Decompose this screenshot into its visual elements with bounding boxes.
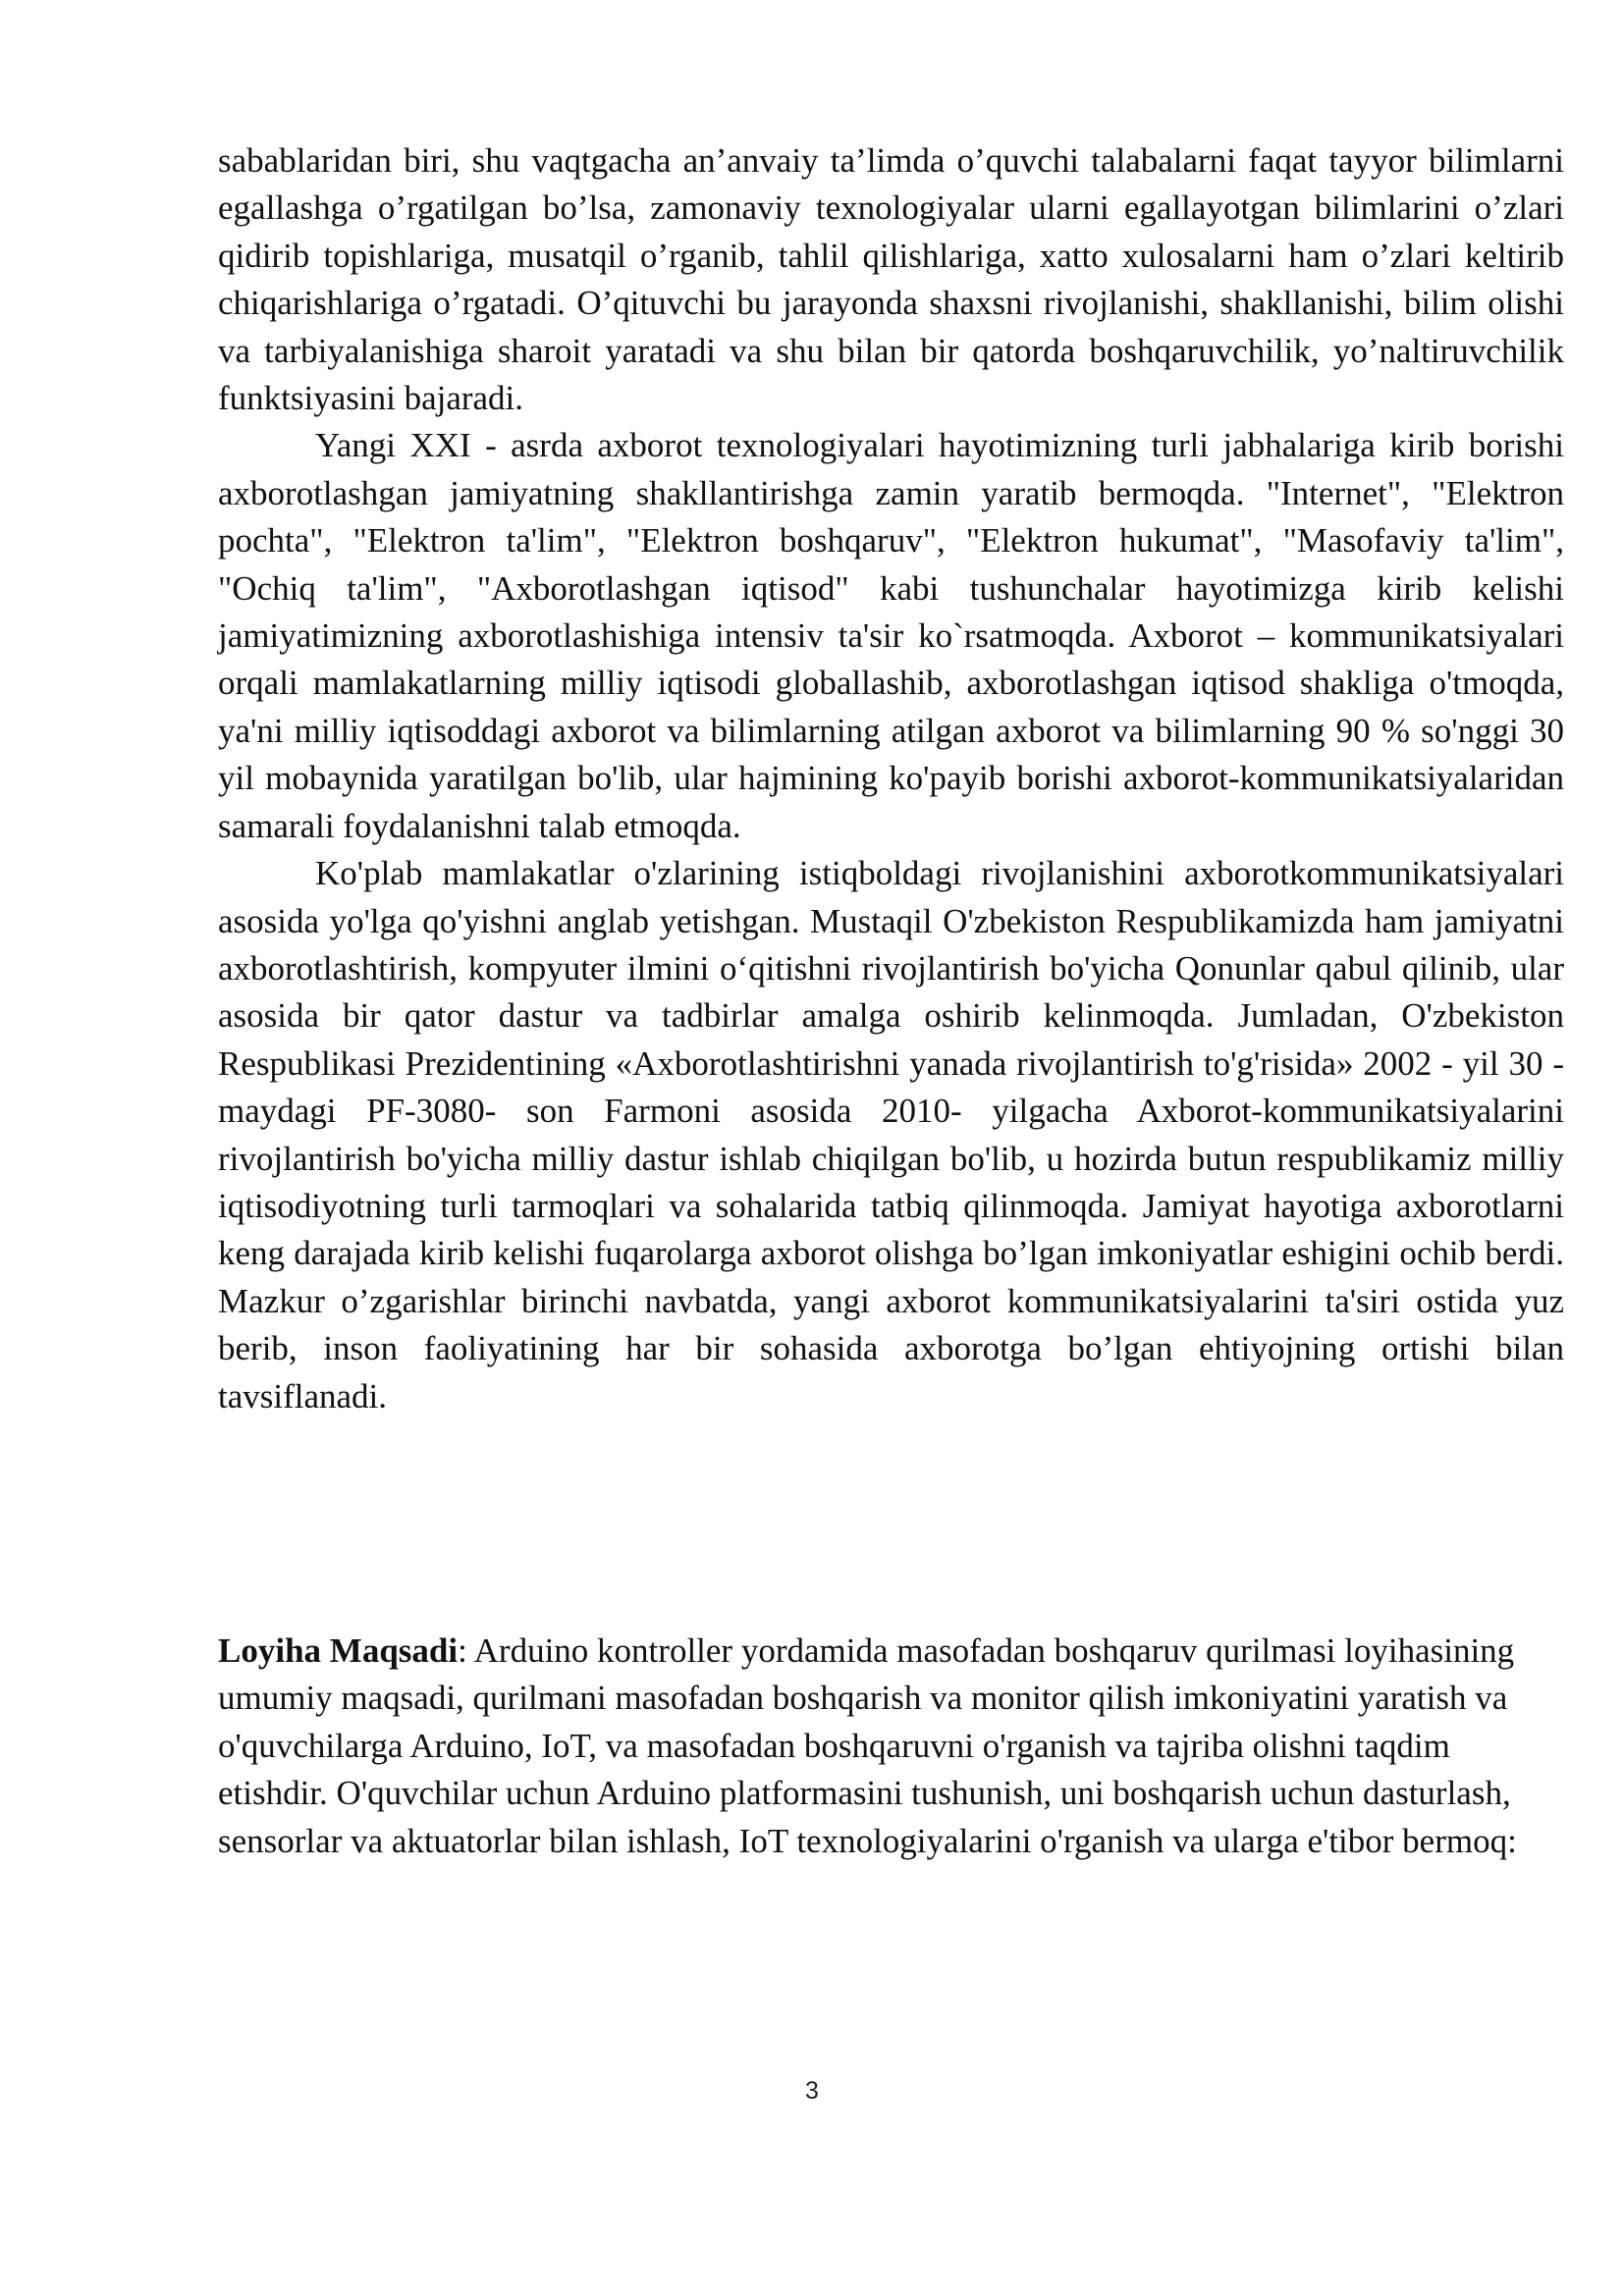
project-goal-label: Loyiha Maqsadi [218,1631,459,1670]
paragraph-1: sabablaridan biri, shu vaqtgacha an’anvaiy ta’limda o’quvchi talabalarni faqat tayyor bilimlarni egallashga o’rgatilgan bo’lsa, zamonaviy texnologiyalar ularni egallayotgan bilimlarini o’zlari qidirib topishlariga, musatqil o’rganib, tahlil qilishlariga, xatto xulosalarni ham o’zlari keltirib chiqarishlariga o’rgatadi. O’qituvchi bu jarayonda shaxsni rivojlanishi, shakllanishi, bilim olishi va tarbiyalanishiga sharoit yaratadi va shu bilan bir qatorda boshqaruvchilik, yo’naltiruvchilik funktsiyasini bajaradi. [218,141,1564,418]
body-text [218,137,1564,1420]
project-goal-separator: : [458,1631,474,1670]
project-goal-text: Arduino kontroller yordamida masofadan boshqaruv qurilmasi loyihasining umumiy maqsadi, qurilmani masofadan boshqarish va monitor qilish imkoniyatini yaratish va o'quvchilarga Arduino, IoT, va masofadan boshqaruvni o'rganish va tajriba olishni taqdim etishdir. O'quvchilar uchun Arduino platformasini tushunish, uni boshqarish uchun dasturlash, sensorlar va aktuatorlar bilan ishlash, IoT texnologiyalarini o'rganish va ularga e'tibor bermoq: [218,1631,1517,1860]
page-number: 3 [805,2077,819,2105]
paragraph-3: Ko'plab mamlakatlar o'zlarining istiqboldagi rivojlanishini axborotkommunikatsiyalari asosida yo'lga qo'yishni anglab yetishgan. Mustaqil O'zbekiston Respublikamizda ham jamiyatni axborotlashtirish, kompyuter ilmini o‘qitishni rivojlantirish bo'yicha Qonunlar qabul qilinib, ular asosida bir qator dastur va tadbirlar amalga oshirib kelinmoqda. Jumladan, O'zbekiston Respublikasi Prezidentining «Axborotlashtirishni yanada rivojlantirish to'g'risida» 2002 - yil 30 - maydagi PF-3080- son Farmoni asosida 2010- yilgacha Axborot-kommunikatsiyalarini rivojlantirish bo'yicha milliy dastur ishlab chiqilgan bo'lib, u hozirda butun respublikamiz milliy iqtisodiyotning turli tarmoqlari va sohalarida tatbiq qilinmoqda. Jamiyat hayotiga axborotlarni keng darajada kirib kelishi fuqarolarga axborot olishga bo’lgan imkoniyatlar eshigini ochib berdi. Mazkur o’zgarishlar birinchi navbatda, yangi axborot kommunikatsiyalarini ta'siri ostida yuz berib, inson faoliyatining har bir sohasida axborotga bo’lgan ehtiyojning ortishi bilan tavsiflanadi. [218,854,1564,1415]
project-goal-paragraph [218,1628,1564,1865]
paragraph-2: Yangi XXI - asrda axborot texnologiyalari hayotimizning turli jabhalariga kirib borishi axborotlashgan jamiyatning shakllantirishga zamin yaratib bermoqda. "Internet", "Elektron pochta", "Elektron ta'lim", "Elektron boshqaruv", "Elektron hukumat", "Masofaviy ta'lim", "Ochiq ta'lim", "Axborotlashgan iqtisod" kabi tushunchalar hayotimizga kirib kelishi jamiyatimizning axborotlashishiga intensiv ta'sir ko`rsatmoqda. Axborot – kommunikatsiyalari orqali mamlakatlarning milliy iqtisodi globallashib, axborotlashgan iqtisod shakliga o'tmoqda, ya'ni milliy iqtisoddagi axborot va bilimlarning atilgan axborot va bilimlarning 90 % so'nggi 30 yil mobaynida yaratilgan bo'lib, ular hajmining ko'payib borishi axborot-kommunikatsiyalaridan samarali foydalanishni talab etmoqda. [218,426,1564,845]
